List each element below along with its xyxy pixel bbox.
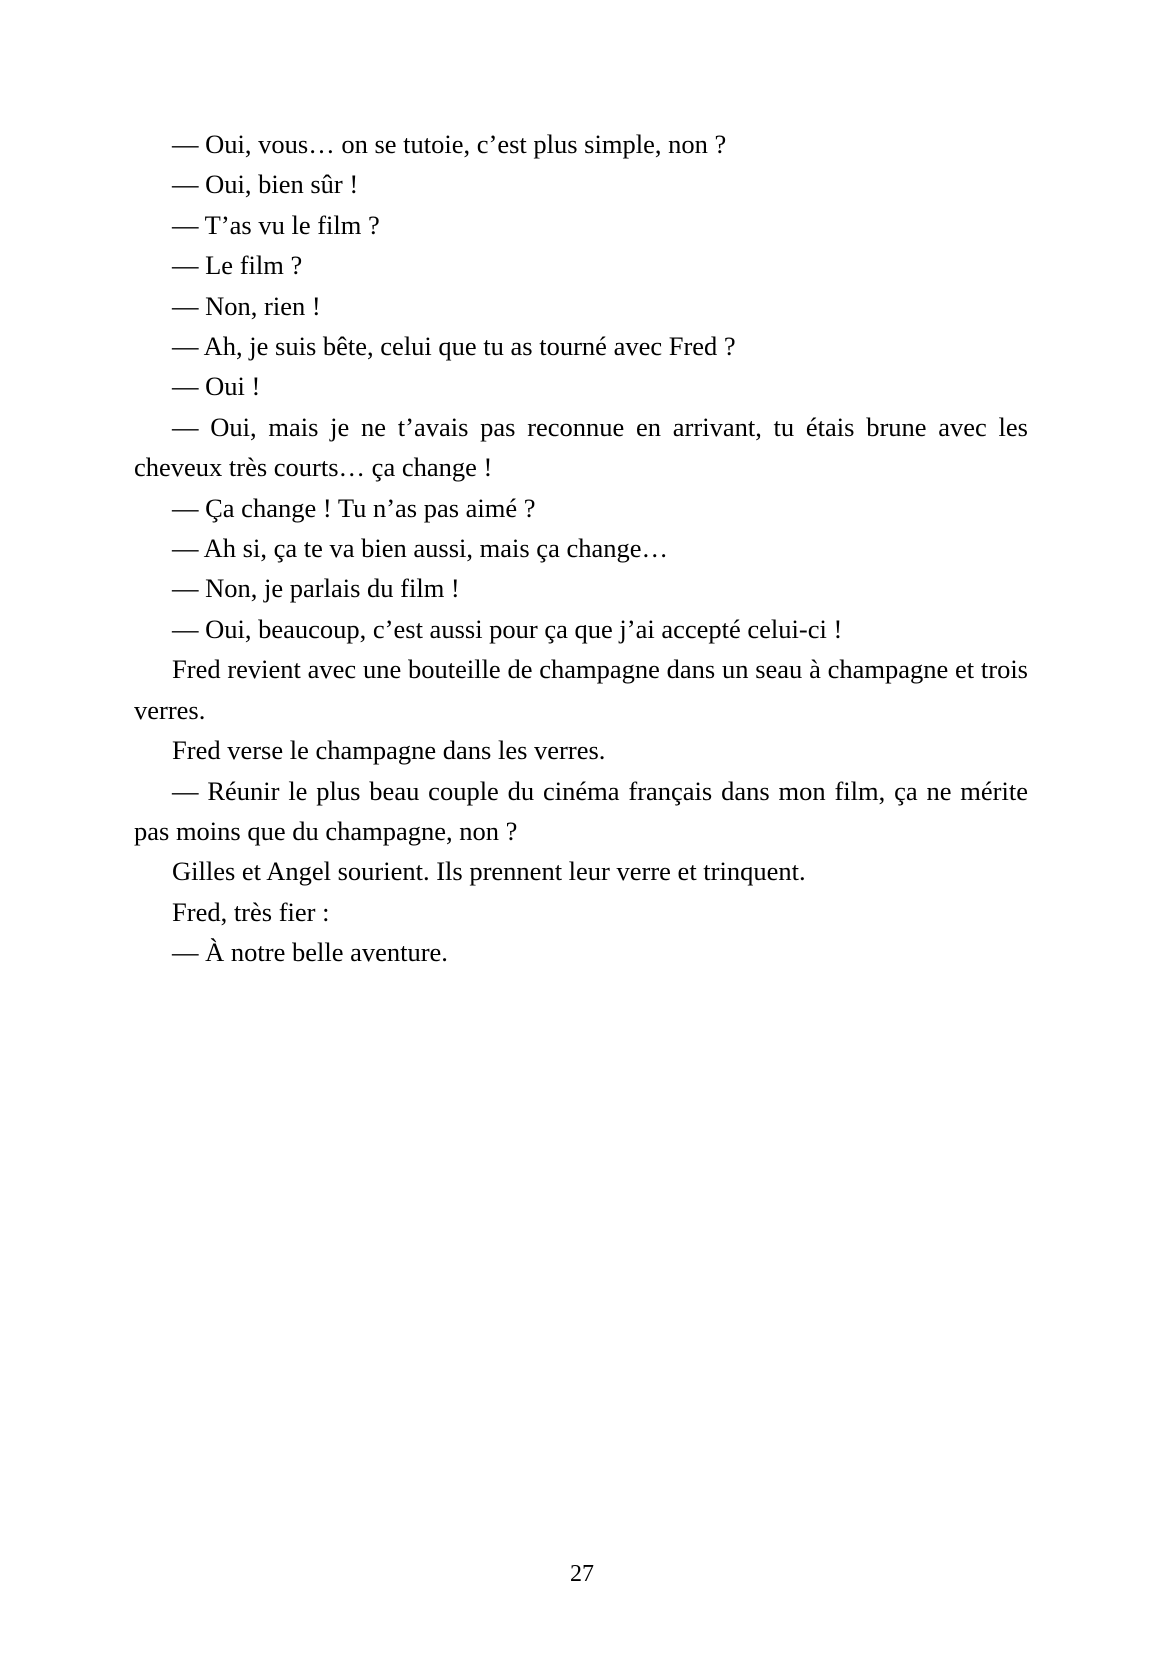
narration-paragraph: Fred, très fier : <box>172 896 330 927</box>
dialogue-line: — À notre belle aventure. <box>172 937 448 968</box>
dialogue-line: — Oui, bien sûr ! <box>172 169 359 200</box>
page-number: 27 <box>570 1561 594 1587</box>
dialogue-line: — Le film ? <box>172 250 303 281</box>
dialogue-line: — Ah si, ça te va bien aussi, mais ça change… <box>172 533 668 564</box>
dialogue-line: — Oui, beaucoup, c’est aussi pour ça que j’ai accepté celui-ci ! <box>172 613 843 644</box>
dialogue-line: — Non, rien ! <box>172 290 321 321</box>
dialogue-line: — Oui ! <box>172 371 261 402</box>
dialogue-line: — Oui, mais je ne t’avais pas reconnue en arrivant, tu étais brune avec les cheveux très courts… ça change ! <box>134 411 1028 483</box>
dialogue-line: — T’as vu le film ? <box>172 209 380 240</box>
dialogue-line: — Ça change ! Tu n’as pas aimé ? <box>172 492 536 523</box>
narration-paragraph: Fred revient avec une bouteille de champagne dans un seau à champagne et trois verres. <box>134 654 1028 725</box>
page-body-text <box>134 124 1028 973</box>
dialogue-line: — Non, je parlais du film ! <box>172 573 460 604</box>
dialogue-line: — Réunir le plus beau couple du cinéma français dans mon film, ça ne mérite pas moins que du champagne, non ? <box>134 775 1028 846</box>
dialogue-line: — Oui, vous… on se tutoie, c’est plus simple, non ? <box>172 129 727 159</box>
narration-paragraph: Fred verse le champagne dans les verres. <box>172 735 606 766</box>
dialogue-line: — Ah, je suis bête, celui que tu as tourné avec Fred ? <box>172 331 736 362</box>
narration-paragraph: Gilles et Angel sourient. Ils prennent leur verre et trinquent. <box>172 856 806 887</box>
